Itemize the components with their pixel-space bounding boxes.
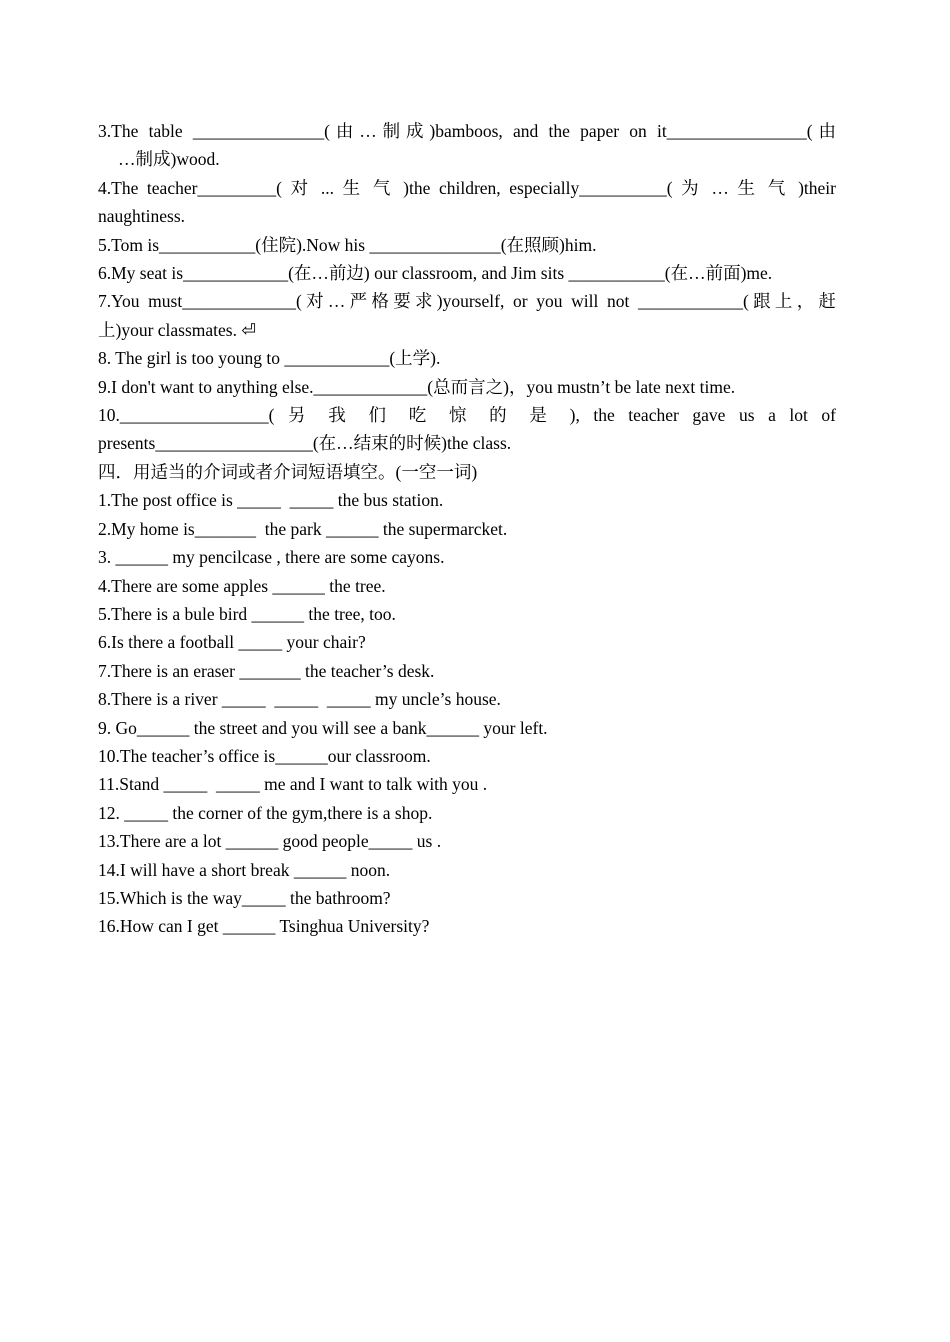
question-5: 5.Tom is___________(住院).Now his _______________(在照顾)him. bbox=[98, 234, 597, 255]
list-item: 10.The teacher’s office is______our classroom. bbox=[98, 745, 431, 766]
list-item: 3. ______ my pencilcase , there are some cayons. bbox=[98, 547, 445, 568]
list-item: 12. _____ the corner of the gym,there is a shop. bbox=[98, 802, 433, 823]
list-item: 1.The post office is _____ _____ the bus station. bbox=[98, 490, 444, 511]
list-item: 13.There are a lot ______ good people_____ us . bbox=[98, 831, 442, 852]
question-4-line-2: naughtiness. bbox=[98, 206, 186, 227]
list-item: 9. Go______ the street and you will see a bank______ your left. bbox=[98, 717, 548, 738]
question-7-line-1: 7.You must_____________(对…严格要求)yourself, or you will not ____________(跟上，赶 bbox=[98, 291, 836, 312]
list-item: 15.Which is the way_____ the bathroom? bbox=[98, 887, 391, 908]
worksheet-page bbox=[98, 117, 836, 941]
question-3-line-2: …制成)wood. bbox=[118, 149, 220, 170]
question-9: 9.I don't want to anything else._____________(总而言之)，you mustn’t be late next time. bbox=[98, 376, 736, 397]
list-item: 2.My home is_______ the park ______ the supermarcket. bbox=[98, 518, 508, 539]
list-item: 16.How can I get ______ Tsinghua University? bbox=[98, 916, 430, 937]
question-7-line-2: 上)your classmates. ⏎ bbox=[98, 319, 257, 340]
list-item: 14.I will have a short break ______ noon. bbox=[98, 859, 391, 880]
list-item: 6.Is there a football _____ your chair? bbox=[98, 632, 366, 653]
question-3-line-1: 3.The table _______________(由…制成)bamboos, and the paper on it________________(由 bbox=[98, 121, 836, 141]
list-item: 7.There is an eraser _______ the teacher’s desk. bbox=[98, 660, 435, 681]
list-item: 4.There are some apples ______ the tree. bbox=[98, 575, 386, 596]
list-item: 5.There is a bule bird ______ the tree, too. bbox=[98, 603, 396, 624]
question-4-line-1: 4.The teacher_________( 对 ... 生 气 )the children, especially__________( 为 … 生 气 )their bbox=[98, 177, 836, 198]
list-item: 8.There is a river _____ _____ _____ my uncle’s house. bbox=[98, 689, 501, 710]
question-8: 8. The girl is too young to ____________(上学). bbox=[98, 348, 441, 369]
question-10-line-1: 10._________________( 另 我 们 吃 惊 的 是 ), the teacher gave us a lot of bbox=[98, 405, 836, 426]
list-item: 11.Stand _____ _____ me and I want to talk with you . bbox=[98, 774, 488, 795]
question-10-line-2: presents__________________(在…结束的时候)the class. bbox=[98, 433, 512, 454]
question-6: 6.My seat is____________(在…前边) our classroom, and Jim sits ___________(在…前面)me. bbox=[98, 263, 773, 284]
section-4-heading: 四．用适当的介词或者介词短语填空。(一空一词) bbox=[98, 461, 478, 482]
